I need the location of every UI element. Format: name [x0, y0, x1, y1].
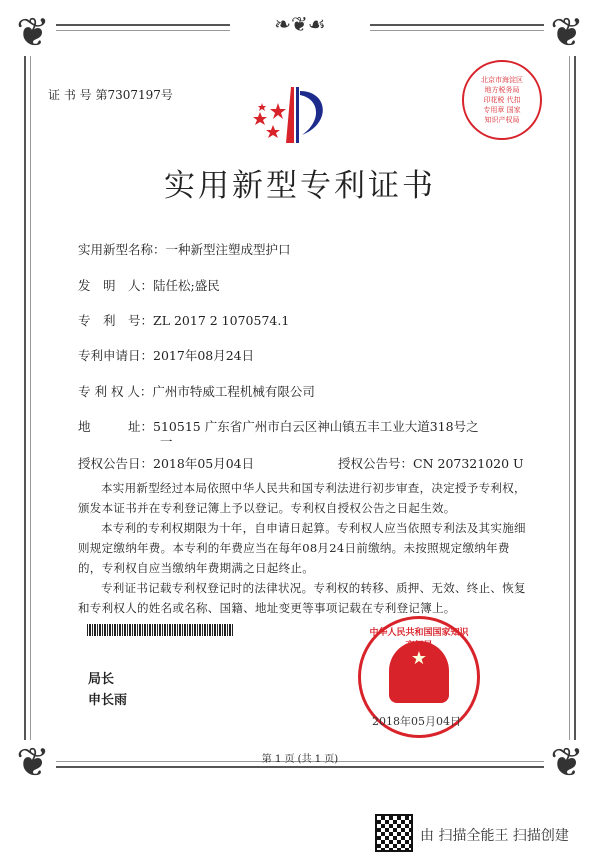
certificate-body: 本实用新型经过本局依照中华人民共和国专利法进行初步审查，决定授予专利权，颁发本证书并在专利登记簿上予以登记。专利权自授权公告之日起生效。 本专利的专利权期限为十年，自申请日起算。专利权人应当依照专利法及其实施细则规定缴纳年费。本专利的年费应当在每年08月24日前缴纳。未按照规定缴纳年费的，专利权自应当缴纳年费期满之日起终止。 专利证书记载专利权登记时的法律状况。专利权的转移、质押、无效、终止、恢复和专利权人的姓名或名称、国籍、地址变更等事项记载在专利登记簿上。	[78, 481, 526, 615]
field-grant-no: 授权公告号：CN 207321020 U	[338, 456, 524, 471]
field-patent-no: 专 利 号：ZL 2017 2 1070574.1	[78, 313, 290, 328]
field-grant-date: 授权公告日：2018年05月04日	[78, 456, 255, 471]
field-address-cont: 一	[160, 434, 173, 449]
corner-ornament-icon: ❦	[10, 10, 56, 56]
official-seal: ★ 中华人民共和国国家知识产权局	[358, 616, 480, 738]
page-title: 实用新型专利证书	[164, 168, 436, 204]
field-address: 地 址：510515 广东省广州市白云区神山镇五丰工业大道318号之	[78, 419, 479, 434]
corner-ornament-icon: ❦	[544, 740, 590, 786]
national-emblem-icon: ★	[389, 641, 449, 703]
qr-code	[375, 814, 413, 852]
director-name: 申长雨	[88, 693, 128, 708]
cnipa-logo	[250, 85, 340, 145]
top-ornament-icon: ❧❦☙	[230, 12, 370, 34]
seal-date: 2018年05月04日	[372, 715, 461, 728]
field-inventor: 发 明 人：陆任松;盛民	[78, 278, 220, 293]
tax-stamp: 北京市海淀区地方税务局 印花税 代扣专用章 国家知识产权局	[462, 60, 542, 140]
field-patentee: 专 利 权 人：广州市特威工程机械有限公司	[78, 384, 315, 399]
barcode	[87, 624, 233, 636]
corner-ornament-icon: ❦	[544, 10, 590, 56]
corner-ornament-icon: ❦	[10, 740, 56, 786]
field-filing-date: 专利申请日：2017年08月24日	[78, 348, 255, 363]
field-name: 实用新型名称：一种新型注塑成型护口	[78, 242, 291, 257]
certificate-number: 证 书 号 第7307197号	[48, 88, 173, 102]
director-title: 局长	[88, 672, 115, 687]
page-footer: 第 1 页 (共 1 页)	[261, 754, 339, 765]
scanner-credit: 由 扫描全能王 扫描创建	[420, 828, 569, 844]
